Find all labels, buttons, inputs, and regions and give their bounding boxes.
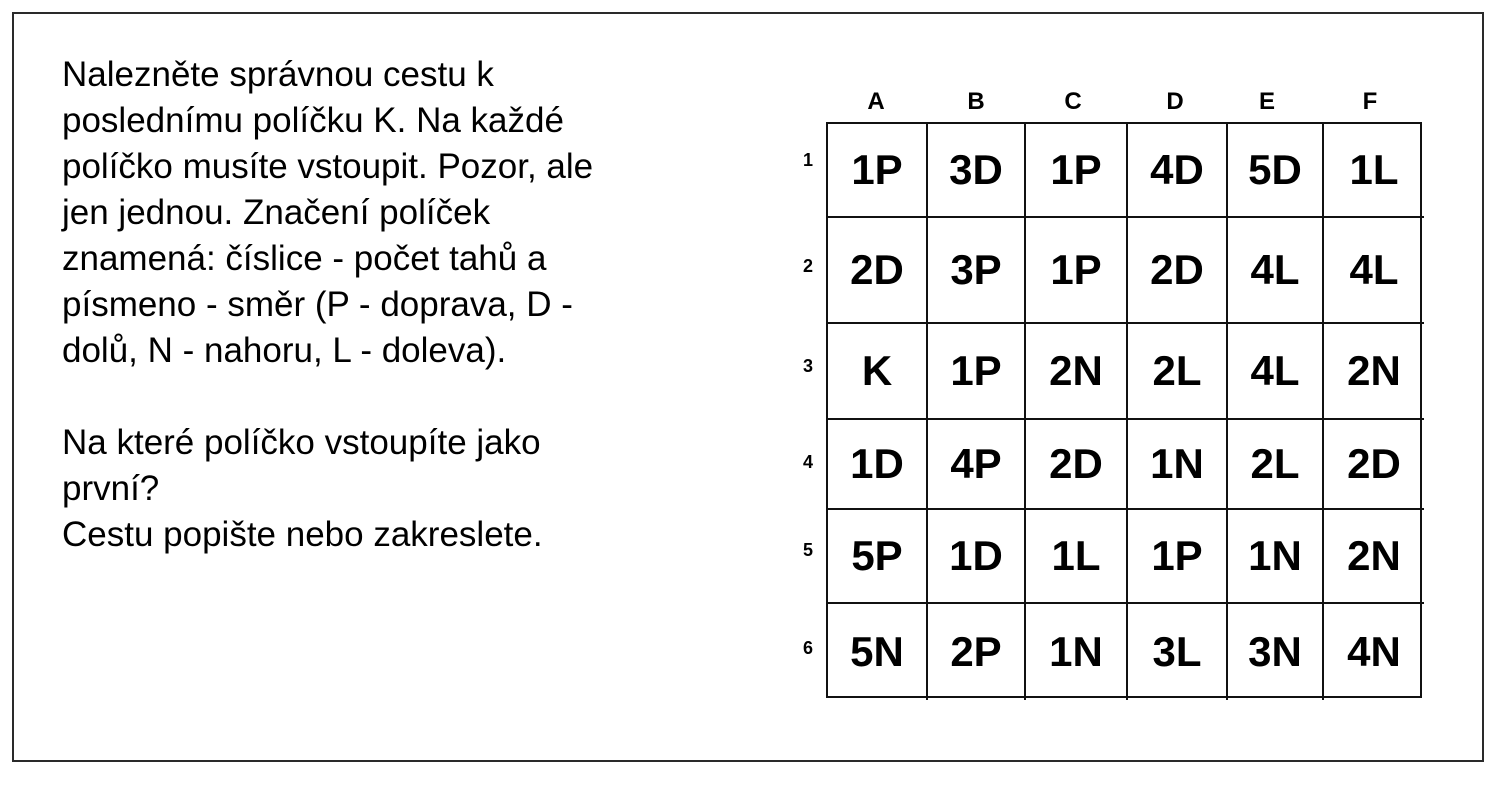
grid-cell-b4[interactable]: 4P <box>928 420 1026 510</box>
grid-cell-f1[interactable]: 1L <box>1324 124 1424 218</box>
instructions-paragraph: Nalezněte správnou cestu k poslednímu políčku K. Na každé políčko musíte vstoupit. Pozor, ale jen jednou. Značení políček znamená: číslice - počet tahů a písmeno - směr (P - doprava, D - dolů, N - nahoru, L - doleva). <box>62 55 594 370</box>
grid-cell-a2[interactable]: 2D <box>828 218 928 324</box>
grid-cell-c1[interactable]: 1P <box>1026 124 1128 218</box>
grid-cell-e6[interactable]: 3N <box>1228 604 1324 700</box>
row-header-6: 6 <box>802 638 813 658</box>
column-header-f: F <box>1362 88 1378 115</box>
grid-cell-f4[interactable]: 2D <box>1324 420 1424 510</box>
grid-cell-c5[interactable]: 1L <box>1026 510 1128 604</box>
grid-cell-c2[interactable]: 1P <box>1026 218 1128 324</box>
grid-cell-d2[interactable]: 2D <box>1128 218 1228 324</box>
column-header-b: B <box>967 88 985 115</box>
grid-cell-c6[interactable]: 1N <box>1026 604 1128 700</box>
row-header-2: 2 <box>802 256 813 276</box>
grid-cell-e3[interactable]: 4L <box>1228 324 1324 420</box>
row-header-5: 5 <box>802 540 813 560</box>
grid-cell-f5[interactable]: 2N <box>1324 510 1424 604</box>
grid-cell-d6[interactable]: 3L <box>1128 604 1228 700</box>
puzzle-grid <box>826 122 1422 698</box>
column-header-c: C <box>1064 88 1082 115</box>
column-header-e: E <box>1258 88 1275 115</box>
grid-cell-d3[interactable]: 2L <box>1128 324 1228 420</box>
grid-cell-b2[interactable]: 3P <box>928 218 1026 324</box>
grid-cell-b3[interactable]: 1P <box>928 324 1026 420</box>
row-header-4: 4 <box>802 452 813 472</box>
grid-cell-e5[interactable]: 1N <box>1228 510 1324 604</box>
row-header-3: 3 <box>802 356 813 376</box>
grid-cell-a4[interactable]: 1D <box>828 420 928 510</box>
grid-cell-d4[interactable]: 1N <box>1128 420 1228 510</box>
grid-cell-f6[interactable]: 4N <box>1347 628 1401 675</box>
grid-cell-b1[interactable]: 3D <box>928 124 1026 218</box>
grid-cell-a5[interactable]: 5P <box>828 510 928 604</box>
grid-cell-f2[interactable]: 4L <box>1324 218 1424 324</box>
grid-cell-a1[interactable]: 1P <box>828 124 928 218</box>
grid-cell-e1[interactable]: 5D <box>1228 124 1324 218</box>
grid-cell-a6[interactable]: 5N <box>828 604 928 700</box>
grid-cell-c4[interactable]: 2D <box>1026 420 1128 510</box>
grid-cell-f3[interactable]: 2N <box>1324 324 1424 420</box>
grid-cell-b5[interactable]: 1D <box>928 510 1026 604</box>
grid-cell-c3[interactable]: 2N <box>1026 324 1128 420</box>
grid-cell-e2[interactable]: 4L <box>1228 218 1324 324</box>
grid-cell-e4[interactable]: 2L <box>1228 420 1324 510</box>
column-header-a: A <box>867 88 885 115</box>
grid-cell-a3[interactable]: K <box>828 324 928 420</box>
row-header-1: 1 <box>802 150 813 170</box>
instructions <box>62 52 742 558</box>
column-header-d: D <box>1166 88 1184 115</box>
question-paragraph: Na které políčko vstoupíte jako první? Cestu popište nebo zakreslete. <box>62 423 543 554</box>
grid-cell-b6[interactable]: 2P <box>928 604 1026 700</box>
grid-cell-d5[interactable]: 1P <box>1128 510 1228 604</box>
grid-cell-d1[interactable]: 4D <box>1128 124 1228 218</box>
